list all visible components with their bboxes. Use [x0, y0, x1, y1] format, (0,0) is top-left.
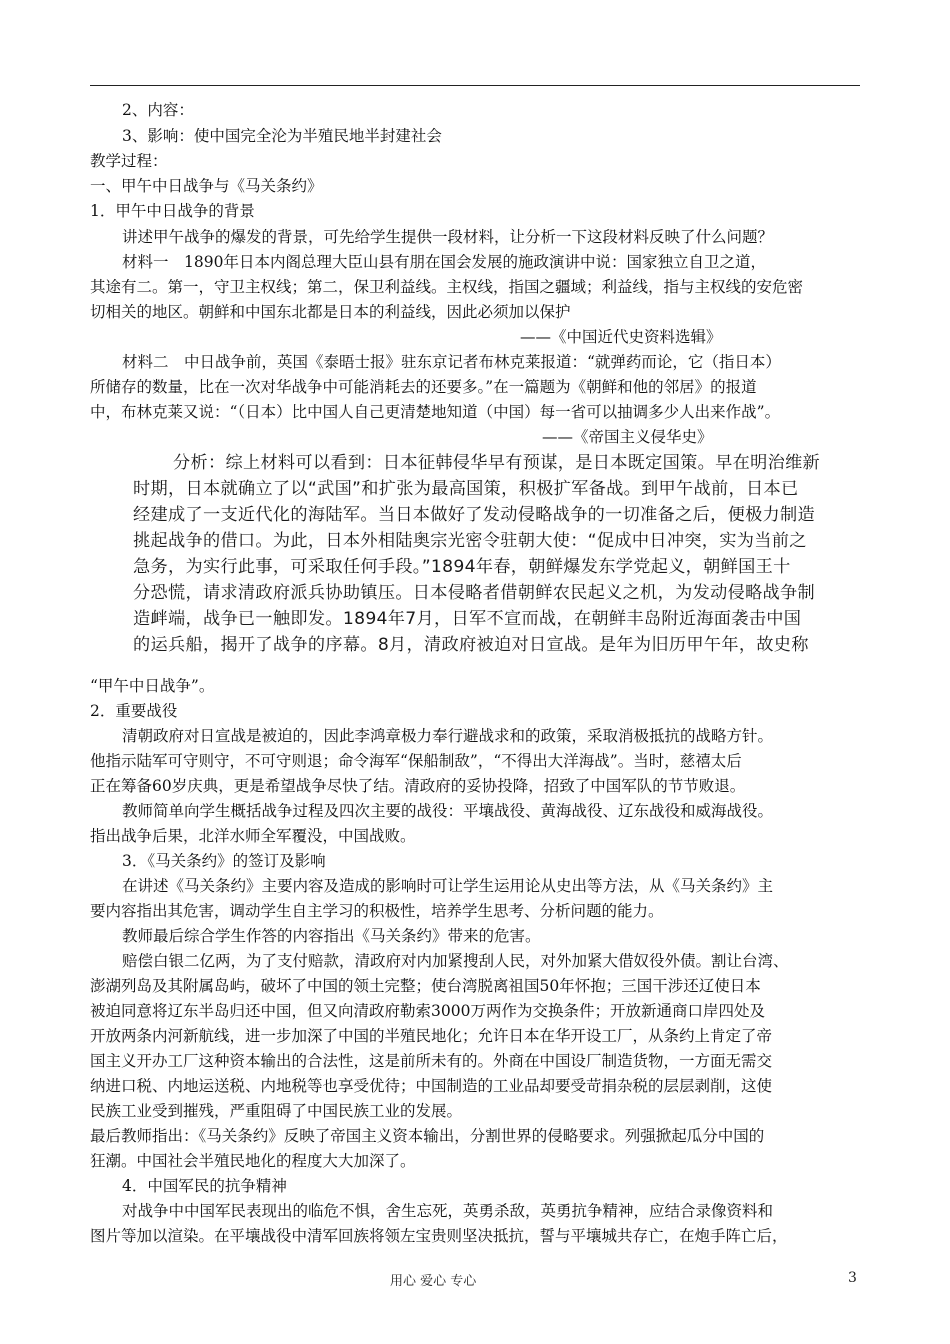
- text-line: 图片等加以渲染。在平壤战役中清军回族将领左宝贵则坚决抵抗，誓与平壤城共存亡，在炮手阵亡后，: [90, 1227, 788, 1245]
- text-line: 他指示陆军可守则守，不可守则退；命令海军“保船制敌”，“不得出大洋海战”。当时，慈禧太后: [90, 752, 742, 770]
- text-line: 材料二 中日战争前，英国《泰晤士报》驻东京记者布林克莱报道：“就弹药而论，它（指日本）: [122, 353, 781, 371]
- analysis-line: 时期，日本就确立了以“武国”和扩张为最高国策，积极扩军备战。到甲午战前，日本已: [133, 479, 799, 499]
- text-line: 民族工业受到摧残，严重阻碍了中国民族工业的发展。: [90, 1102, 463, 1120]
- section-heading: 教学过程：: [90, 152, 168, 170]
- text-line: 被迫同意将辽东半岛归还中国，但又向清政府勒索3000万两作为交换条件；开放新通商口岸四处及: [90, 1002, 765, 1020]
- text-line: 国主义开办工厂这种资本输出的合法性，这是前所未有的。外商在中国设厂制造货物，一方面无需交: [90, 1052, 773, 1070]
- text-line: 开放两条内河新航线，进一步加深了中国的半殖民地化；允许日本在华开设工厂，从条约上肯定了帝: [90, 1027, 773, 1045]
- text-line: 教师最后综合学生作答的内容指出《马关条约》带来的危害。: [122, 927, 541, 945]
- analysis-line: 的运兵船，揭开了战争的序幕。8月，清政府被迫对日宣战。是年为旧历甲午年，故史称: [133, 635, 809, 655]
- text-line: 狂潮。中国社会半殖民地化的程度大大加深了。: [90, 1152, 416, 1170]
- analysis-line: 挑起战争的借口。为此，日本外相陆奥宗光密令驻朝大使：“促成中日冲突，实为当前之: [133, 531, 807, 551]
- text-line: 指出战争后果，北洋水师全军覆没，中国战败。: [90, 827, 416, 845]
- text-line: “甲午中日战争”。: [90, 677, 215, 695]
- subsection-heading: 3．《马关条约》的签订及影响: [122, 852, 326, 870]
- subsection-heading: 4．中国军民的抗争精神: [122, 1177, 287, 1195]
- text-line: 切相关的地区。朝鲜和中国东北都是日本的利益线，因此必须加以保护: [90, 303, 571, 321]
- text-line: 材料一 1890年日本内阁总理大臣山县有朋在国会发展的施政演讲中说：国家独立自卫之道，: [122, 253, 766, 271]
- text-line: 3、影响：使中国完全沦为半殖民地半封建社会: [122, 127, 442, 145]
- text-line: 要内容指出其危害，调动学生自主学习的积极性，培养学生思考、分析问题的能力。: [90, 902, 664, 920]
- text-line: 教师简单向学生概括战争过程及四次主要的战役：平壤战役、黄海战役、辽东战役和威海战役。: [122, 802, 774, 820]
- text-line: 澎湖列岛及其附属岛屿，破坏了中国的领土完整；使台湾脱离祖国50年怀抱；三国干涉还辽使日本: [90, 977, 761, 995]
- text-line: 赔偿白银二亿两，为了支付赔款，清政府对内加紧搜刮人民，对外加紧大借奴役外债。割让台湾、: [122, 952, 789, 970]
- analysis-line: 经建成了一支近代化的海陆军。当日本做好了发动侵略战争的一切准备之后，便极力制造: [133, 505, 816, 525]
- text-line: 所储存的数量，比在一次对华战争中可能消耗去的还要多。”在一篇题为《朝鲜和他的邻居》的报道: [90, 378, 757, 396]
- section-heading: 一、甲午中日战争与《马关条约》: [90, 177, 323, 195]
- text-line: 最后教师指出：《马关条约》反映了帝国主义资本输出，分割世界的侵略要求。列强掀起瓜分中国的: [90, 1127, 765, 1145]
- analysis-line: 造衅端，战争已一触即发。1894年7月，日军不宣而战，在朝鲜丰岛附近海面袭击中国: [133, 609, 802, 629]
- text-line: 讲述甲午战争的爆发的背景，可先给学生提供一段材料，让分析一下这段材料反映了什么问题？: [122, 228, 774, 246]
- analysis-line: 分析：综上材料可以看到：日本征韩侵华早有预谋，是日本既定国策。早在明治维新: [173, 453, 821, 473]
- text-line: 清朝政府对日宣战是被迫的，因此李鸿章极力奉行避战求和的政策，采取消极抵抗的战略方针。: [122, 727, 774, 745]
- citation: ——《中国近代史资料选辑》: [520, 328, 722, 346]
- text-line: 中，布林克莱又说：“（日本）比中国人自己更清楚地知道（中国）每一省可以抽调多少人出来作战”。: [90, 403, 781, 421]
- subsection-heading: 2．重要战役: [90, 702, 178, 720]
- text-line: 正在筹备60岁庆典，更是希望战争尽快了结。清政府的妥协投降，招致了中国军队的节节败退。: [90, 777, 746, 795]
- text-line: 对战争中中国军民表现出的临危不惧，舍生忘死，英勇杀敌，英勇抗争精神，应结合录像资料和: [122, 1202, 774, 1220]
- analysis-line: 急务，为实行此事，可采取任何手段。”1894年春，朝鲜爆发东学党起义，朝鲜国王十: [133, 557, 791, 577]
- subsection-heading: 1．甲午中日战争的背景: [90, 202, 255, 220]
- text-line: 纳进口税、内地运送税、内地税等也享受优待；中国制造的工业品却要受苛捐杂税的层层剥削，这使: [90, 1077, 773, 1095]
- analysis-line: 分恐慌，请求清政府派兵协助镇压。日本侵略者借朝鲜农民起义之机，为发动侵略战争制: [133, 583, 816, 603]
- citation: ——《帝国主义侵华史》: [542, 428, 713, 446]
- text-line: 在讲述《马关条约》主要内容及造成的影响时可让学生运用论从史出等方法，从《马关条约》主: [122, 877, 774, 895]
- page-number: 3: [848, 1270, 857, 1286]
- text-line: 其途有二。第一，守卫主权线；第二，保卫利益线。主权线，指国之疆域；利益线，指与主权线的安危密: [90, 278, 804, 296]
- footer-text: 用心 爱心 专心: [390, 1274, 477, 1289]
- header-rule: [90, 85, 860, 86]
- text-line: 2、内容：: [122, 101, 194, 119]
